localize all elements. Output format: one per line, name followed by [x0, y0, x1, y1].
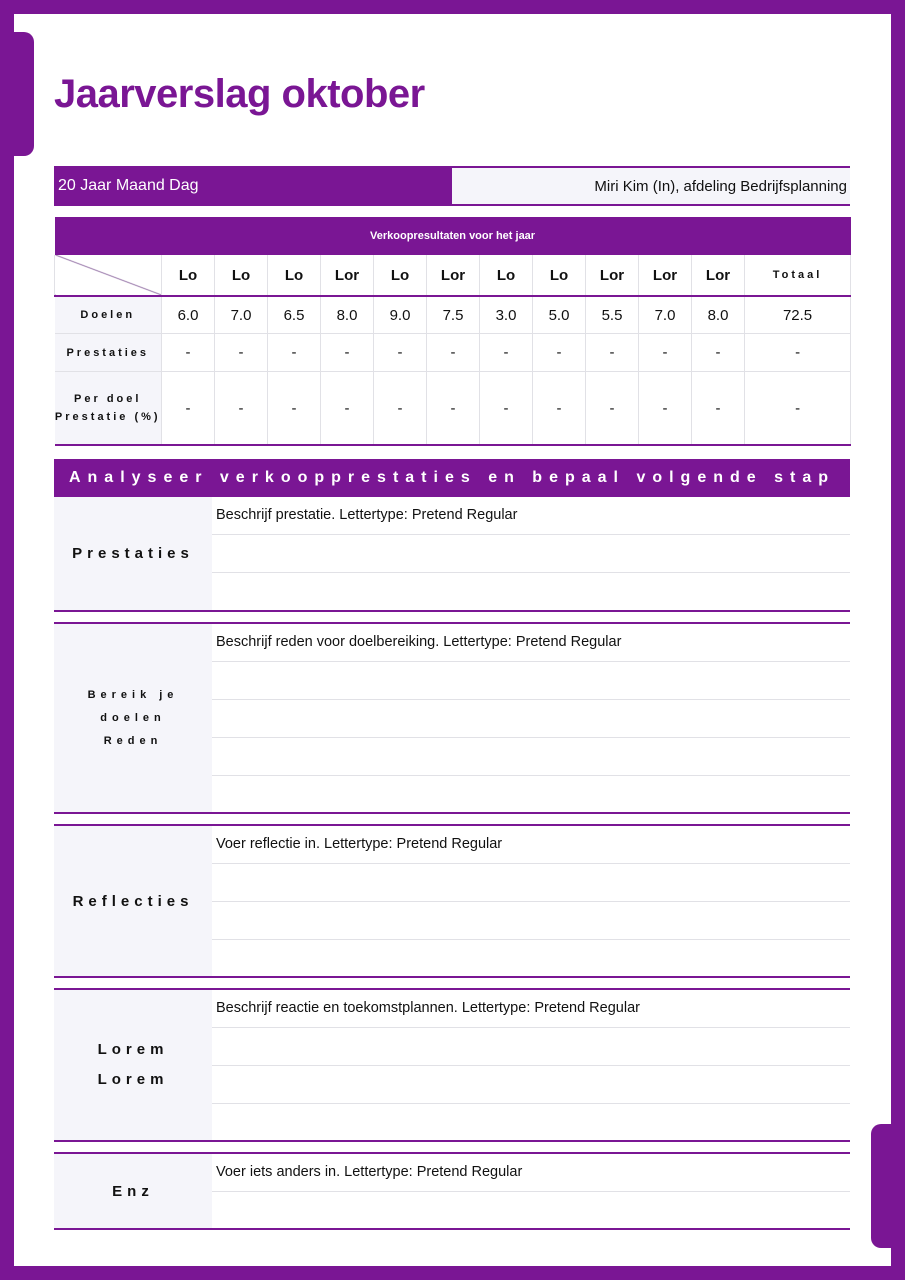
percentage-cell[interactable]: - — [480, 372, 533, 446]
section-label-text: Reden — [103, 734, 163, 747]
goal-cell[interactable]: 7.0 — [639, 296, 692, 334]
section-label-text: Bereik je doelen — [87, 688, 179, 724]
left-decorative-tab — [14, 32, 34, 156]
text-input-line[interactable] — [212, 776, 850, 812]
goal-total-cell[interactable]: 72.5 — [745, 296, 851, 334]
performance-cell[interactable]: - — [533, 334, 586, 372]
text-input-line[interactable] — [212, 940, 850, 976]
section-label-etc — [54, 1154, 212, 1228]
performance-cell[interactable]: - — [480, 334, 533, 372]
table-row-performance — [55, 334, 851, 372]
goal-cell[interactable]: 7.0 — [215, 296, 268, 334]
goal-cell[interactable]: 6.5 — [268, 296, 321, 334]
month-header: Lo — [215, 255, 268, 296]
month-header: Lor — [586, 255, 639, 296]
sales-results-table — [54, 217, 851, 446]
month-header: Lo — [162, 255, 215, 296]
percentage-cell[interactable]: - — [374, 372, 427, 446]
text-input-line[interactable] — [212, 1104, 850, 1140]
text-input-line[interactable]: Voer reflectie in. Lettertype: Pretend Regular — [212, 826, 850, 864]
percentage-cell[interactable]: - — [321, 372, 374, 446]
report-author[interactable]: Miri Kim (In), afdeling Bedrijfsplanning — [452, 168, 850, 204]
text-input-line[interactable] — [212, 700, 850, 738]
section-lines — [212, 497, 850, 610]
performance-cell[interactable]: - — [427, 334, 480, 372]
text-input-line[interactable] — [212, 573, 850, 610]
text-input-line[interactable] — [212, 1192, 850, 1228]
text-input-line[interactable]: Beschrijf prestatie. Lettertype: Pretend Regular — [212, 497, 850, 535]
info-bar — [54, 166, 850, 206]
month-header: Lor — [427, 255, 480, 296]
performance-cell[interactable]: - — [215, 334, 268, 372]
month-header: Lo — [480, 255, 533, 296]
percentage-cell[interactable]: - — [692, 372, 745, 446]
performance-cell[interactable]: - — [162, 334, 215, 372]
percentage-cell[interactable]: - — [427, 372, 480, 446]
performance-cell[interactable]: - — [374, 334, 427, 372]
percentage-cell[interactable]: - — [268, 372, 321, 446]
month-header: Lor — [321, 255, 374, 296]
performance-cell[interactable]: - — [639, 334, 692, 372]
sales-table-title: Verkoopresultaten voor het jaar — [55, 217, 851, 255]
section-goal-reason — [54, 622, 850, 814]
text-input-line[interactable]: Voer iets anders in. Lettertype: Pretend Regular — [212, 1154, 850, 1192]
section-label-performance — [54, 497, 212, 610]
section-label-text: Lorem — [97, 1041, 169, 1058]
row-label-goals: Doelen — [55, 296, 162, 334]
performance-cell[interactable]: - — [321, 334, 374, 372]
percentage-total-cell[interactable]: - — [745, 372, 851, 446]
section-label-goal-reason — [54, 624, 212, 812]
month-header: Lo — [268, 255, 321, 296]
section-label-text: Prestaties — [72, 545, 194, 562]
text-input-line[interactable]: Beschrijf reactie en toekomstplannen. Lettertype: Pretend Regular — [212, 990, 850, 1028]
row-label-percentage-line2: Prestatie (%) — [54, 411, 161, 423]
text-input-line[interactable] — [212, 662, 850, 700]
section-performance — [54, 497, 850, 612]
performance-total-cell[interactable]: - — [745, 334, 851, 372]
section-label-text: Lorem — [97, 1071, 169, 1088]
performance-cell[interactable]: - — [268, 334, 321, 372]
row-label-percentage-line1: Per doel — [74, 393, 142, 405]
total-header: Totaal — [745, 255, 851, 296]
month-header: Lo — [374, 255, 427, 296]
section-label-text: Enz — [112, 1182, 154, 1200]
report-date[interactable]: 20 Jaar Maand Dag — [54, 168, 452, 204]
text-input-line[interactable] — [212, 864, 850, 902]
goal-cell[interactable]: 6.0 — [162, 296, 215, 334]
percentage-cell[interactable]: - — [639, 372, 692, 446]
goal-cell[interactable]: 7.5 — [427, 296, 480, 334]
percentage-cell[interactable]: - — [586, 372, 639, 446]
percentage-cell[interactable]: - — [162, 372, 215, 446]
text-input-line[interactable]: Beschrijf reden voor doelbereiking. Lettertype: Pretend Regular — [212, 624, 850, 662]
section-label-reflections — [54, 826, 212, 976]
section-label-lorem — [54, 990, 212, 1140]
percentage-cell[interactable]: - — [215, 372, 268, 446]
analysis-banner: Analyseer verkoopprestaties en bepaal volgende stap — [54, 459, 850, 497]
section-etc — [54, 1152, 850, 1230]
month-header-row — [55, 255, 851, 296]
section-lines — [212, 1154, 850, 1228]
performance-cell[interactable]: - — [692, 334, 745, 372]
section-lines — [212, 624, 850, 812]
percentage-cell[interactable]: - — [533, 372, 586, 446]
text-input-line[interactable] — [212, 1066, 850, 1104]
text-input-line[interactable] — [212, 1028, 850, 1066]
goal-cell[interactable]: 5.0 — [533, 296, 586, 334]
section-lines — [212, 990, 850, 1140]
text-input-line[interactable] — [212, 535, 850, 573]
goal-cell[interactable]: 8.0 — [692, 296, 745, 334]
performance-cell[interactable]: - — [586, 334, 639, 372]
row-label-percentage — [55, 372, 162, 446]
month-header: Lo — [533, 255, 586, 296]
goal-cell[interactable]: 5.5 — [586, 296, 639, 334]
right-decorative-tab — [871, 1124, 891, 1248]
section-lines — [212, 826, 850, 976]
goal-cell[interactable]: 8.0 — [321, 296, 374, 334]
text-input-line[interactable] — [212, 738, 850, 776]
diagonal-header-cell — [55, 255, 162, 296]
month-header: Lor — [639, 255, 692, 296]
month-header: Lor — [692, 255, 745, 296]
text-input-line[interactable] — [212, 902, 850, 940]
section-lorem — [54, 988, 850, 1142]
row-label-performance: Prestaties — [55, 334, 162, 372]
goal-cell[interactable]: 9.0 — [374, 296, 427, 334]
goal-cell[interactable]: 3.0 — [480, 296, 533, 334]
table-row-percentage — [55, 372, 851, 446]
section-reflections — [54, 824, 850, 978]
table-row-goals — [55, 296, 851, 334]
page-title: Jaarverslag oktober — [54, 72, 425, 116]
section-label-text: Reflecties — [72, 892, 194, 910]
